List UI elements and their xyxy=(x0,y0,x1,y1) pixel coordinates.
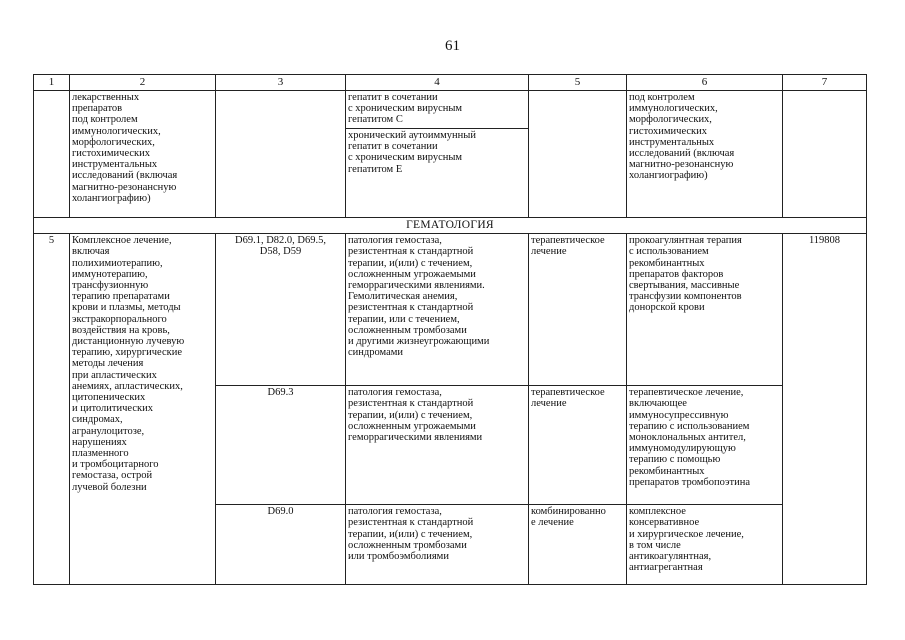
row-description: Комплексное лечение, включая полихимиотерапию, иммунотерапию, трансфузионную терапию препаратами крови и плазмы, методы экстракорпорального воздействия на кровь, дистанционную лучевую терапию, хирургические методы лечения при апластических анемиях, апластических, цитопенических и цитолитических синдромах, агранулоцитозе, нарушениях плазменного и тромбоцитарного гемостаза, острой лучевой болезни xyxy=(70,234,216,585)
row-5-subrow-1 xyxy=(34,234,867,386)
column-number-5: 5 xyxy=(529,75,627,91)
treatment-type: комбинированно е лечение xyxy=(529,505,627,585)
column-number-3: 3 xyxy=(216,75,346,91)
continuation-type xyxy=(529,91,627,218)
treatment-method: прокоагулянтная терапия с использованием рекомбинантных препаратов факторов свертывания, массивные трансфузии компонентов донорской крови xyxy=(627,234,783,386)
continuation-price xyxy=(783,91,867,218)
price-value: 119808 xyxy=(783,234,867,585)
column-number-2: 2 xyxy=(70,75,216,91)
diagnosis-codes: D69.3 xyxy=(216,386,346,505)
diagnosis-codes: D69.0 xyxy=(216,505,346,585)
treatment-method: комплексное консервативное и хирургическое лечение, в том числе антикоагулянтная, антиагрегантная xyxy=(627,505,783,585)
treatment-type: терапевтическое лечение xyxy=(529,234,627,386)
column-number-4: 4 xyxy=(346,75,529,91)
row-number: 5 xyxy=(34,234,70,585)
column-number-row xyxy=(34,75,867,91)
medical-care-table xyxy=(33,74,867,585)
continuation-number xyxy=(34,91,70,218)
treatment-method: терапевтическое лечение, включающее иммуносупрессивную терапию с использованием моноклональных антител, иммуномодулирующую терапию с помощью рекомбинантных препаратов тромбопоэтина xyxy=(627,386,783,505)
patient-model: патология гемостаза, резистентная к стандартной терапии, и(или) с течением, осложненным угрожаемыми геморрагическими явлениями xyxy=(346,386,529,505)
treatment-type: терапевтическое лечение xyxy=(529,386,627,505)
patient-model: патология гемостаза, резистентная к стандартной терапии, и(или) с течением, осложненным тромбозами или тромбоэмболиями xyxy=(346,505,529,585)
continuation-method: под контролем иммунологических, морфологических, гистохимических инструментальных исследований (включая магнитно-резонансную холангиографию) xyxy=(627,91,783,218)
continuation-model-a: гепатит в сочетании с хроническим вирусным гепатитом C xyxy=(346,91,529,129)
column-number-1: 1 xyxy=(34,75,70,91)
section-row xyxy=(34,218,867,234)
column-number-6: 6 xyxy=(627,75,783,91)
patient-model: патология гемостаза, резистентная к стандартной терапии, и(или) с течением, осложненным угрожаемыми геморрагическими явлениями. Гемолитическая анемия, резистентная к стандартной терапии, или с течением, осложненным тромбозами и другими жизнеугрожающими синдромами xyxy=(346,234,529,386)
continuation-model-b: хронический аутоиммунный гепатит в сочетании с хроническим вирусным гепатитом E xyxy=(346,129,529,218)
continuation-codes xyxy=(216,91,346,218)
column-number-7: 7 xyxy=(783,75,867,91)
page-number: 61 xyxy=(445,38,460,54)
diagnosis-codes: D69.1, D82.0, D69.5, D58, D59 xyxy=(216,234,346,386)
section-title: ГЕМАТОЛОГИЯ xyxy=(34,218,867,234)
continuation-row-a xyxy=(34,91,867,129)
continuation-description: лекарственных препаратов под контролем иммунологических, морфологических, гистохимических инструментальных исследований (включая магнитно-резонансную холангиографию) xyxy=(70,91,216,218)
